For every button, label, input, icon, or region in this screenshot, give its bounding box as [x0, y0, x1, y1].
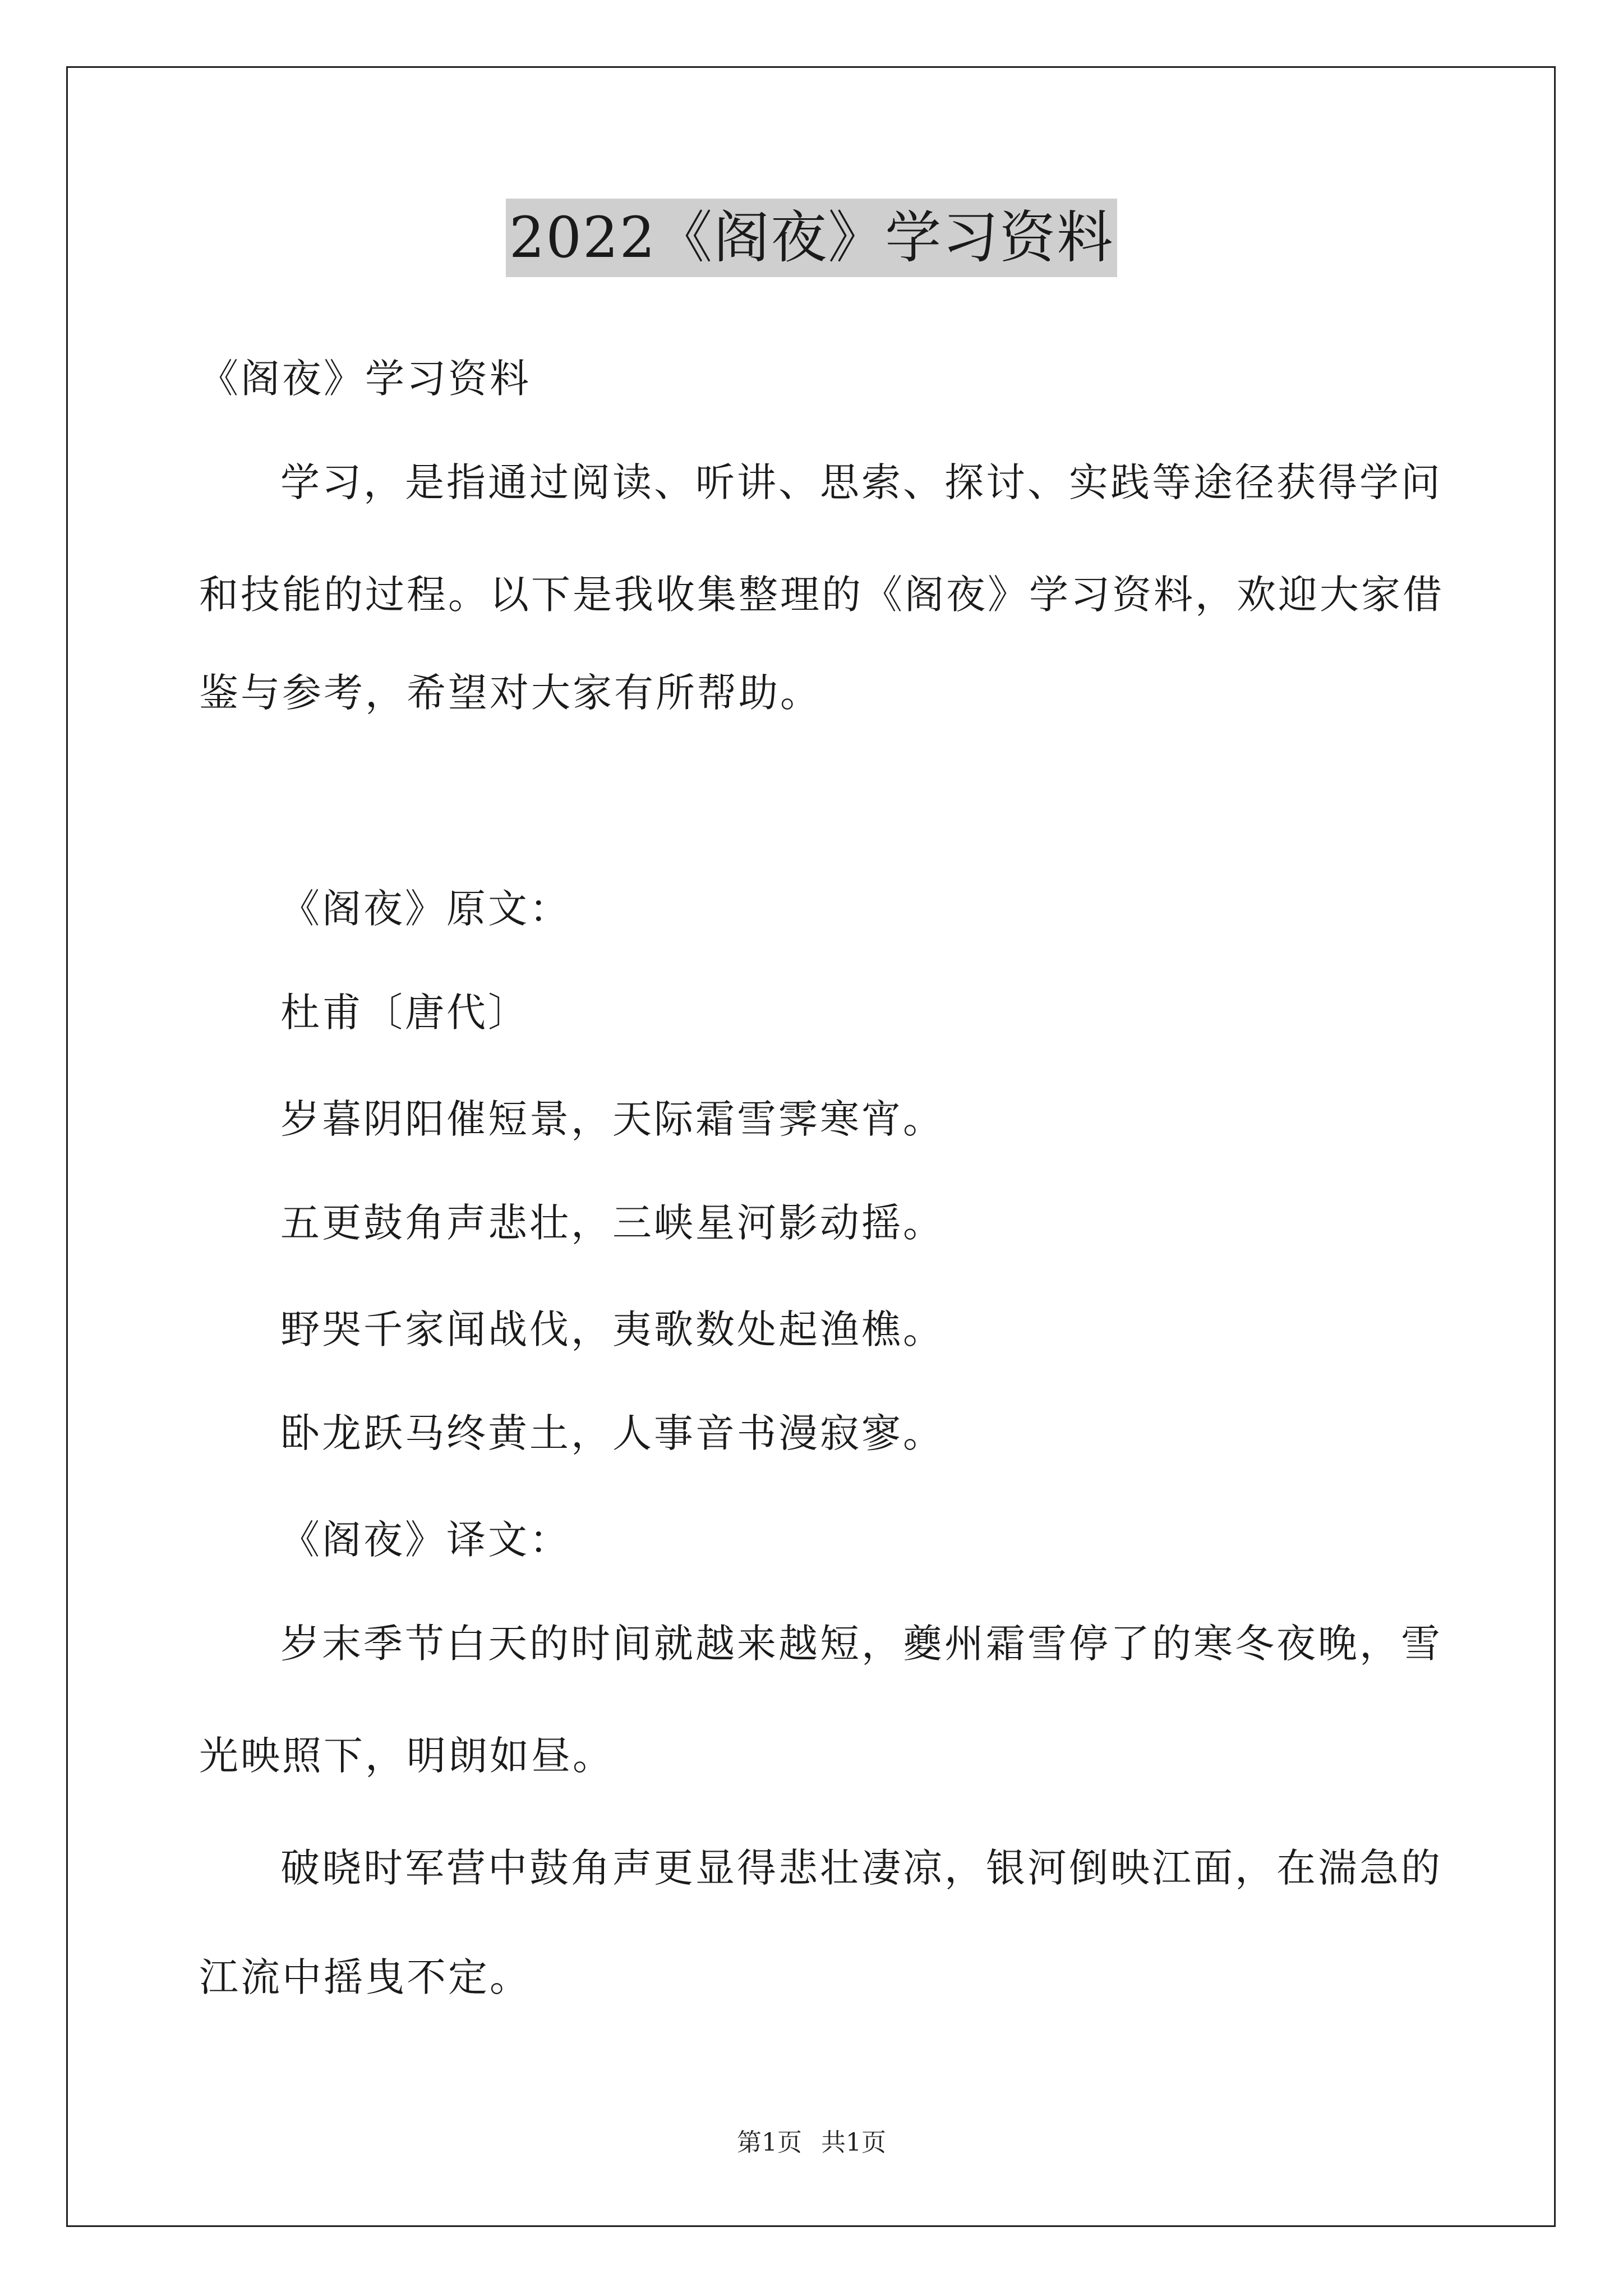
intro-line-2: 和技能的过程。以下是我收集整理的《阁夜》学习资料，欢迎大家借	[199, 572, 1444, 618]
translation-line-1: 岁末季节白天的时间就越来越短，夔州霜雪停了的寒冬夜晚，雪	[280, 1621, 1442, 1667]
document-title: 2022《阁夜》学习资料	[506, 199, 1118, 277]
original-heading: 《阁夜》原文：	[280, 886, 571, 932]
subtitle: 《阁夜》学习资料	[199, 356, 531, 402]
intro-line-3: 鉴与参考，希望对大家有所帮助。	[199, 670, 822, 716]
translation-line-4: 江流中摇曳不定。	[199, 1954, 531, 2000]
page-footer	[0, 2126, 1623, 2160]
poem-author: 杜甫〔唐代〕	[280, 990, 529, 1036]
intro-line-1: 学习，是指通过阅读、听讲、思索、探讨、实践等途径获得学问	[280, 459, 1442, 505]
poem-line-2: 五更鼓角声悲壮，三峡星河影动摇。	[280, 1200, 944, 1246]
poem-line-1: 岁暮阴阳催短景，天际霜雪霁寒宵。	[280, 1096, 944, 1142]
translation-line-2: 光映照下，明朗如昼。	[199, 1733, 614, 1779]
poem-line-3: 野哭千家闻战伐，夷歌数处起渔樵。	[280, 1306, 944, 1352]
page-number-current: 第1页	[737, 2128, 802, 2157]
poem-line-4: 卧龙跃马终黄土，人事音书漫寂寥。	[280, 1410, 944, 1456]
title-container	[0, 199, 1623, 277]
translation-heading: 《阁夜》译文：	[280, 1517, 571, 1563]
translation-line-3: 破晓时军营中鼓角声更显得悲壮凄凉，银河倒映江面，在湍急的	[280, 1845, 1442, 1891]
page-number-total: 共1页	[821, 2128, 886, 2157]
